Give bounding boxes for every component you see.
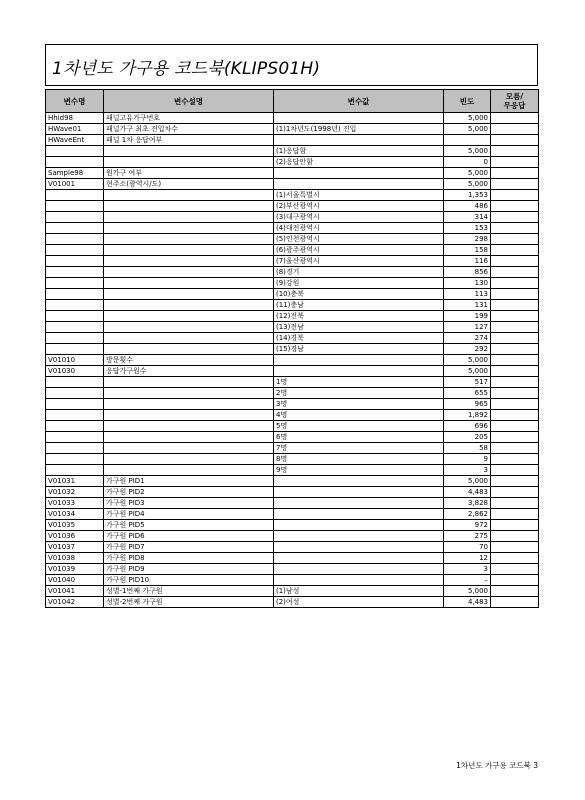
missing-cell	[491, 113, 539, 124]
var-name-cell: V01036	[46, 531, 104, 542]
var-name-cell	[46, 410, 104, 421]
var-value-cell: 4명	[274, 410, 444, 421]
var-value-cell: (7)울산광역시	[274, 256, 444, 267]
freq-cell: –	[444, 575, 491, 586]
var-desc-cell	[104, 432, 274, 443]
freq-cell: 3	[444, 465, 491, 476]
var-name-cell	[46, 344, 104, 355]
freq-cell: 158	[444, 245, 491, 256]
freq-cell: 5,000	[444, 179, 491, 190]
table-row	[46, 311, 539, 322]
table-row	[46, 399, 539, 410]
var-name-cell	[46, 432, 104, 443]
missing-cell	[491, 355, 539, 366]
var-desc-cell	[104, 399, 274, 410]
table-row	[46, 300, 539, 311]
missing-cell	[491, 311, 539, 322]
freq-cell: 9	[444, 454, 491, 465]
var-desc-cell	[104, 190, 274, 201]
header-missing: 모름/ 무응답	[491, 90, 539, 113]
table-row	[46, 179, 539, 190]
var-value-cell: (2)응답안함	[274, 157, 444, 168]
var-value-cell: (15)경남	[274, 344, 444, 355]
missing-cell	[491, 399, 539, 410]
freq-cell: 199	[444, 311, 491, 322]
var-value-cell: (6)광주광역시	[274, 245, 444, 256]
var-value-cell	[274, 168, 444, 179]
var-value-cell: (5)인천광역시	[274, 234, 444, 245]
var-name-cell	[46, 146, 104, 157]
table-row	[46, 410, 539, 421]
var-desc-cell	[104, 278, 274, 289]
codebook-table	[45, 89, 539, 608]
var-value-cell	[274, 498, 444, 509]
var-desc-cell: 가구원 PID8	[104, 553, 274, 564]
missing-cell	[491, 146, 539, 157]
var-name-cell: HWave01	[46, 124, 104, 135]
missing-cell	[491, 322, 539, 333]
var-value-cell: 7명	[274, 443, 444, 454]
table-row	[46, 487, 539, 498]
var-desc-cell	[104, 245, 274, 256]
missing-cell	[491, 388, 539, 399]
missing-cell	[491, 278, 539, 289]
var-name-cell: HWaveEnt	[46, 135, 104, 146]
var-desc-cell: 가구원 PID2	[104, 487, 274, 498]
var-desc-cell	[104, 454, 274, 465]
header-var-name: 변수명	[46, 90, 104, 113]
table-row	[46, 586, 539, 597]
var-value-cell: (2)부산광역시	[274, 201, 444, 212]
missing-cell	[491, 553, 539, 564]
freq-cell: 5,000	[444, 168, 491, 179]
table-row	[46, 432, 539, 443]
var-name-cell	[46, 333, 104, 344]
var-value-cell	[274, 564, 444, 575]
table-row	[46, 355, 539, 366]
var-name-cell: V01039	[46, 564, 104, 575]
freq-cell: 292	[444, 344, 491, 355]
freq-cell: 696	[444, 421, 491, 432]
var-value-cell	[274, 575, 444, 586]
missing-cell	[491, 212, 539, 223]
var-value-cell: (11)충남	[274, 300, 444, 311]
table-row	[46, 443, 539, 454]
var-desc-cell	[104, 223, 274, 234]
missing-cell	[491, 465, 539, 476]
var-name-cell	[46, 278, 104, 289]
var-desc-cell	[104, 146, 274, 157]
table-body	[46, 113, 539, 608]
var-name-cell: V01034	[46, 509, 104, 520]
table-row	[46, 421, 539, 432]
var-name-cell	[46, 190, 104, 201]
var-desc-cell	[104, 344, 274, 355]
missing-cell	[491, 586, 539, 597]
var-name-cell	[46, 234, 104, 245]
var-name-cell	[46, 267, 104, 278]
missing-cell	[491, 597, 539, 608]
var-desc-cell: 가구원 PID6	[104, 531, 274, 542]
freq-cell: 655	[444, 388, 491, 399]
var-value-cell	[274, 487, 444, 498]
missing-cell	[491, 289, 539, 300]
missing-cell	[491, 443, 539, 454]
var-value-cell	[274, 553, 444, 564]
var-name-cell	[46, 256, 104, 267]
var-name-cell	[46, 300, 104, 311]
freq-cell: 274	[444, 333, 491, 344]
table-row	[46, 245, 539, 256]
var-desc-cell: 가구원 PID10	[104, 575, 274, 586]
table-row	[46, 597, 539, 608]
freq-cell: 1,892	[444, 410, 491, 421]
missing-cell	[491, 498, 539, 509]
var-desc-cell	[104, 201, 274, 212]
var-desc-cell	[104, 212, 274, 223]
missing-cell	[491, 124, 539, 135]
missing-cell	[491, 366, 539, 377]
var-name-cell: V01035	[46, 520, 104, 531]
var-desc-cell: 가구원 PID7	[104, 542, 274, 553]
freq-cell: 70	[444, 542, 491, 553]
var-name-cell: V01042	[46, 597, 104, 608]
var-desc-cell: 패널 1차 응답여부	[104, 135, 274, 146]
var-desc-cell	[104, 465, 274, 476]
table-row	[46, 267, 539, 278]
var-value-cell	[274, 476, 444, 487]
table-row	[46, 322, 539, 333]
var-value-cell: (14)경북	[274, 333, 444, 344]
freq-cell: 4,483	[444, 487, 491, 498]
var-desc-cell	[104, 157, 274, 168]
var-name-cell	[46, 223, 104, 234]
var-desc-cell	[104, 421, 274, 432]
var-name-cell: V01010	[46, 355, 104, 366]
var-value-cell: (1)남성	[274, 586, 444, 597]
var-name-cell	[46, 322, 104, 333]
table-row	[46, 531, 539, 542]
missing-cell	[491, 157, 539, 168]
table-row	[46, 575, 539, 586]
freq-cell: 12	[444, 553, 491, 564]
var-name-cell	[46, 421, 104, 432]
missing-cell	[491, 300, 539, 311]
missing-cell	[491, 190, 539, 201]
freq-cell: 127	[444, 322, 491, 333]
freq-cell: 5,000	[444, 146, 491, 157]
header-freq: 빈도	[444, 90, 491, 113]
var-value-cell: (9)강원	[274, 278, 444, 289]
table-row	[46, 388, 539, 399]
freq-cell: 5,000	[444, 113, 491, 124]
var-value-cell: 6명	[274, 432, 444, 443]
var-name-cell: Sample98	[46, 168, 104, 179]
table-row	[46, 454, 539, 465]
var-value-cell	[274, 113, 444, 124]
table-row	[46, 256, 539, 267]
var-name-cell	[46, 388, 104, 399]
table-row	[46, 498, 539, 509]
var-name-cell	[46, 465, 104, 476]
freq-cell: 5,000	[444, 355, 491, 366]
var-name-cell: V01001	[46, 179, 104, 190]
table-row	[46, 289, 539, 300]
var-name-cell: V01041	[46, 586, 104, 597]
missing-cell	[491, 256, 539, 267]
missing-cell	[491, 223, 539, 234]
var-value-cell: (3)대구광역시	[274, 212, 444, 223]
table-row	[46, 344, 539, 355]
table-row	[46, 520, 539, 531]
missing-cell	[491, 245, 539, 256]
table-row	[46, 212, 539, 223]
var-value-cell	[274, 179, 444, 190]
var-name-cell	[46, 454, 104, 465]
var-value-cell	[274, 520, 444, 531]
var-name-cell: V01040	[46, 575, 104, 586]
freq-cell	[444, 135, 491, 146]
var-value-cell	[274, 355, 444, 366]
var-value-cell: 2명	[274, 388, 444, 399]
table-row	[46, 366, 539, 377]
missing-cell	[491, 179, 539, 190]
table-row	[46, 135, 539, 146]
freq-cell: 116	[444, 256, 491, 267]
freq-cell: 3	[444, 564, 491, 575]
page-title: 1차년도 가구용 코드북(KLIPS01H)	[52, 59, 321, 79]
table-row	[46, 278, 539, 289]
var-value-cell: 9명	[274, 465, 444, 476]
var-desc-cell: 성별-2번째 가구원	[104, 597, 274, 608]
freq-cell: 972	[444, 520, 491, 531]
freq-cell: 58	[444, 443, 491, 454]
missing-cell	[491, 531, 539, 542]
missing-cell	[491, 267, 539, 278]
freq-cell: 153	[444, 223, 491, 234]
var-desc-cell	[104, 311, 274, 322]
freq-cell: 1,353	[444, 190, 491, 201]
var-name-cell: V01037	[46, 542, 104, 553]
var-name-cell	[46, 399, 104, 410]
freq-cell: 314	[444, 212, 491, 223]
var-name-cell: V01038	[46, 553, 104, 564]
page-footer: 1차년도 가구용 코드북 3	[456, 761, 538, 770]
freq-cell: 130	[444, 278, 491, 289]
var-name-cell: V01031	[46, 476, 104, 487]
var-name-cell: V01033	[46, 498, 104, 509]
table-row	[46, 509, 539, 520]
var-desc-cell: 방문횟수	[104, 355, 274, 366]
table-row	[46, 223, 539, 234]
table-row	[46, 124, 539, 135]
freq-cell: 5,000	[444, 586, 491, 597]
table-row	[46, 146, 539, 157]
var-desc-cell: 패널가구 최초 진입차수	[104, 124, 274, 135]
freq-cell: 486	[444, 201, 491, 212]
table-row	[46, 157, 539, 168]
table-row	[46, 542, 539, 553]
var-name-cell	[46, 212, 104, 223]
freq-cell: 113	[444, 289, 491, 300]
var-desc-cell: 응답가구원수	[104, 366, 274, 377]
table-row	[46, 113, 539, 124]
var-name-cell	[46, 245, 104, 256]
var-value-cell: (4)대전광역시	[274, 223, 444, 234]
var-desc-cell: 가구원 PID1	[104, 476, 274, 487]
var-desc-cell: 원가구 여부	[104, 168, 274, 179]
missing-cell	[491, 487, 539, 498]
var-value-cell: (1)1차년도(1998년) 진입	[274, 124, 444, 135]
missing-cell	[491, 509, 539, 520]
missing-cell	[491, 520, 539, 531]
table-row	[46, 190, 539, 201]
var-value-cell: (10)충북	[274, 289, 444, 300]
var-value-cell: 5명	[274, 421, 444, 432]
var-desc-cell: 성별-1번째 가구원	[104, 586, 274, 597]
var-desc-cell	[104, 443, 274, 454]
var-value-cell: (1)응답함	[274, 146, 444, 157]
table-row	[46, 333, 539, 344]
table-row	[46, 476, 539, 487]
freq-cell: 5,000	[444, 124, 491, 135]
var-desc-cell: 패널고유가구번호	[104, 113, 274, 124]
missing-cell	[491, 575, 539, 586]
freq-cell: 4,483	[444, 597, 491, 608]
var-name-cell: V01030	[46, 366, 104, 377]
var-value-cell	[274, 366, 444, 377]
missing-cell	[491, 168, 539, 179]
freq-cell: 2,862	[444, 509, 491, 520]
var-desc-cell	[104, 410, 274, 421]
freq-cell: 0	[444, 157, 491, 168]
freq-cell: 517	[444, 377, 491, 388]
var-value-cell	[274, 509, 444, 520]
header-var-value: 변수값	[274, 90, 444, 113]
freq-cell: 3,828	[444, 498, 491, 509]
var-desc-cell	[104, 256, 274, 267]
missing-cell	[491, 333, 539, 344]
var-desc-cell: 가구원 PID5	[104, 520, 274, 531]
table-header-row	[46, 90, 539, 113]
header-var-desc: 변수설명	[104, 90, 274, 113]
freq-cell: 856	[444, 267, 491, 278]
var-desc-cell: 가구원 PID4	[104, 509, 274, 520]
var-name-cell	[46, 377, 104, 388]
var-desc-cell	[104, 234, 274, 245]
var-value-cell: (13)전남	[274, 322, 444, 333]
missing-cell	[491, 410, 539, 421]
var-value-cell: (2)여성	[274, 597, 444, 608]
table-row	[46, 201, 539, 212]
table-row	[46, 564, 539, 575]
var-desc-cell	[104, 289, 274, 300]
var-desc-cell	[104, 300, 274, 311]
var-name-cell: Hhid98	[46, 113, 104, 124]
missing-cell	[491, 344, 539, 355]
table-row	[46, 553, 539, 564]
missing-cell	[491, 454, 539, 465]
missing-cell	[491, 234, 539, 245]
freq-cell: 275	[444, 531, 491, 542]
missing-cell	[491, 432, 539, 443]
var-desc-cell	[104, 267, 274, 278]
var-name-cell	[46, 311, 104, 322]
var-desc-cell: 현주소(광역시/도)	[104, 179, 274, 190]
var-desc-cell	[104, 388, 274, 399]
var-desc-cell	[104, 377, 274, 388]
table-row	[46, 465, 539, 476]
missing-cell	[491, 564, 539, 575]
missing-cell	[491, 421, 539, 432]
freq-cell: 298	[444, 234, 491, 245]
var-value-cell	[274, 531, 444, 542]
missing-cell	[491, 476, 539, 487]
var-name-cell	[46, 443, 104, 454]
freq-cell: 5,000	[444, 476, 491, 487]
var-desc-cell	[104, 333, 274, 344]
title-box	[45, 44, 538, 86]
table-row	[46, 234, 539, 245]
var-desc-cell: 가구원 PID3	[104, 498, 274, 509]
var-name-cell	[46, 157, 104, 168]
var-desc-cell: 가구원 PID9	[104, 564, 274, 575]
table-row	[46, 377, 539, 388]
missing-cell	[491, 135, 539, 146]
var-value-cell: (12)전북	[274, 311, 444, 322]
missing-cell	[491, 542, 539, 553]
missing-cell	[491, 201, 539, 212]
missing-cell	[491, 377, 539, 388]
var-value-cell	[274, 135, 444, 146]
var-value-cell: (8)경기	[274, 267, 444, 278]
var-value-cell: (1)서울특별시	[274, 190, 444, 201]
var-value-cell: 3명	[274, 399, 444, 410]
var-name-cell	[46, 201, 104, 212]
var-name-cell: V01032	[46, 487, 104, 498]
freq-cell: 205	[444, 432, 491, 443]
var-desc-cell	[104, 322, 274, 333]
var-value-cell: 1명	[274, 377, 444, 388]
var-name-cell	[46, 289, 104, 300]
var-value-cell	[274, 542, 444, 553]
freq-cell: 965	[444, 399, 491, 410]
freq-cell: 5,000	[444, 366, 491, 377]
table-row	[46, 168, 539, 179]
freq-cell: 131	[444, 300, 491, 311]
var-value-cell: 8명	[274, 454, 444, 465]
